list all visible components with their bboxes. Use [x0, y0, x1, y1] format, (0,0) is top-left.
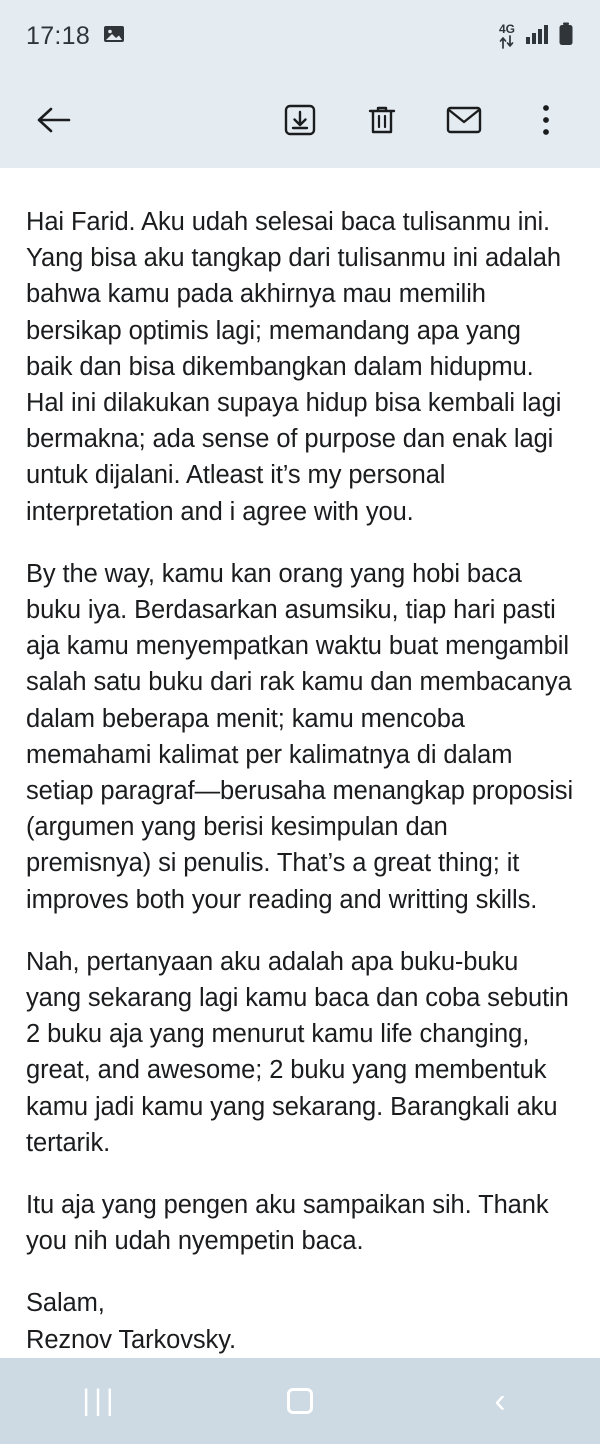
archive-button[interactable] [272, 92, 328, 148]
status-bar-left [26, 22, 126, 51]
nav-recents-button[interactable] [40, 1358, 160, 1444]
home-icon [287, 1388, 313, 1414]
action-bar [0, 72, 600, 168]
back-button[interactable] [26, 92, 82, 148]
signature-salutation: Salam, [26, 1289, 105, 1318]
image-icon [102, 22, 126, 51]
message-paragraph: By the way, kamu kan orang yang hobi baca buku iya. Berdasarkan asumsiku, tiap hari pasti aja kamu menyempatkan waktu buat mengambil salah satu buku dari rak kamu dan membacanya dalam beberapa menit; kamu mencoba memahami kalimat per kalimatnya di dalam setiap paragraf—berusaha menangkap proposisi (argumen yang berisi kesimpulan dan premisnya) si penulis. That’s a great thing; it improves both your reading and writting skills. [26, 559, 574, 914]
email-body [0, 168, 600, 1358]
network-type-label: 4G [498, 22, 515, 36]
data-transfer-icon [498, 23, 516, 49]
delete-button[interactable] [354, 92, 410, 148]
system-navigation-bar [0, 1358, 600, 1444]
back-chevron-icon: ‹ [494, 1381, 506, 1420]
more-options-button[interactable] [518, 92, 574, 148]
nav-back-button[interactable] [440, 1358, 560, 1444]
message-paragraph: Itu aja yang pengen aku sampaikan sih. Thank you nih udah nyempetin baca. [26, 1191, 549, 1256]
message-paragraph: Nah, pertanyaan aku adalah apa buku-buku yang sekarang lagi kamu baca dan coba sebutin 2 buku aja yang menurut kamu life changing, great, and awesome; 2 buku yang membentuk kamu jadi kamu yang sekarang. Barangkali aku tertarik. [26, 947, 569, 1157]
signal-bars-icon [525, 23, 549, 50]
status-time: 17:18 [26, 21, 91, 50]
signature-name: Reznov Tarkovsky. [26, 1325, 236, 1354]
message-signature [26, 1285, 574, 1357]
nav-home-button[interactable] [240, 1358, 360, 1444]
battery-icon [558, 22, 574, 51]
status-bar-right [498, 22, 574, 51]
mark-unread-button[interactable] [436, 92, 492, 148]
recents-icon: ||| [82, 1383, 118, 1417]
message-paragraph: Hai Farid. Aku udah selesai baca tulisanmu ini. Yang bisa aku tangkap dari tulisanmu ini adalah bahwa kamu pada akhirnya mau memilih bersikap optimis lagi; memandang apa yang baik dan bisa dikembangkan dalam hidupmu. Hal ini dilakukan supaya hidup bisa kembali lagi bermakna; ada sense of purpose dan enak lagi untuk dijalani. Atleast it’s my personal interpretation and i agree with you. [26, 208, 562, 526]
status-bar [0, 0, 600, 72]
